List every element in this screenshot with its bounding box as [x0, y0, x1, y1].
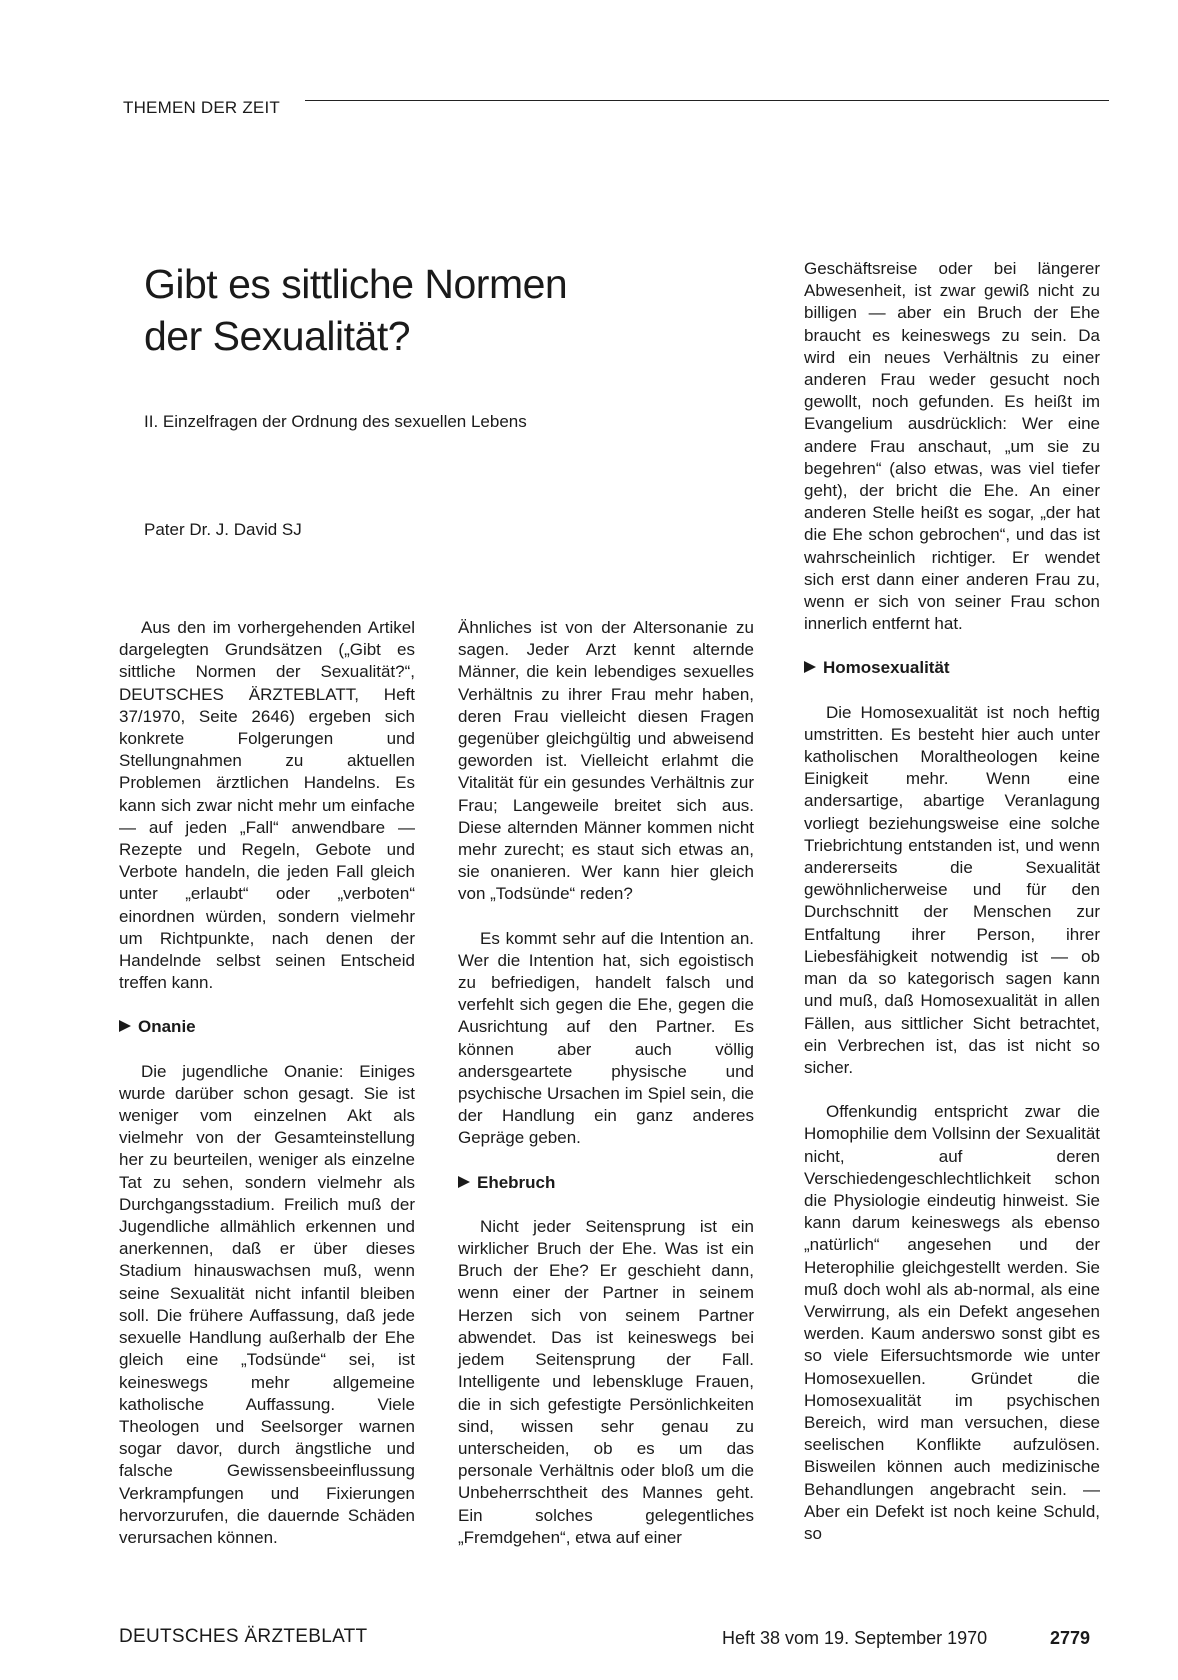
footer-journal: DEUTSCHES ÄRZTEBLATT — [119, 1626, 368, 1647]
paragraph: Es kommt sehr auf die Intention an. Wer die Intention hat, sich egoistisch zu befriedigen, handelt falsch und verfehlt sich gegen die Ehe, gegen die Ausrichtung auf den Partner. Es können aber auch völlig andersgeartete physische und psychische Ursachen im Spiel sein, die der Handlung ein ganz anderes Gepräge geben. — [458, 928, 754, 1148]
article-author: Pater Dr. J. David SJ — [144, 520, 302, 539]
footer-issue: Heft 38 vom 19. September 1970 — [722, 1628, 988, 1648]
section-heading-onanie — [119, 1016, 415, 1038]
article-subtitle: II. Einzelfragen der Ordnung des sexuellen Lebens — [144, 412, 527, 431]
text-column-3 — [804, 258, 1100, 1567]
paragraph: Die jugendliche Onanie: Einiges wurde darüber schon gesagt. Sie ist weniger vom einzelnen Akt als vielmehr von der Gesamteinstellung her zu beurteilen, weniger als einzelne Tat zu sehen, sondern vielmehr als Durchgangsstadium. Freilich muß der Jugendliche allmählich erkennen und anerkennen, daß er über dieses Stadium hinauswachsen muß, wenn seine Sexualität nicht infantil bleiben soll. Die frühere Auffassung, daß jede sexuelle Handlung außerhalb der Ehe gleich eine „Todsünde“ sei, ist keineswegs mehr allgemeine katholische Auffassung. Viele Theologen und Seelsorger warnen sogar davor, durch ängstliche und falsche Gewissensbeeinflussung Verkrampfungen und Fixierungen hervorzurufen, die dauernde Schäden verursachen können. — [119, 1061, 415, 1547]
text-column-1 — [119, 617, 415, 1571]
section-heading-label: Homosexualität — [823, 658, 950, 678]
paragraph: Offenkundig entspricht zwar die Homophilie dem Vollsinn der Sexualität nicht, auf deren Verschiedengeschlechtlichkeit schon die Physiologie eindeutig hinweist. Sie kann darum keineswegs als ebenso „natürlich“ angesehen und der Heterophilie gleichgestellt werden. Sie muß doch wohl als ab-normal, als eine Verwirrung, als ein Defekt angesehen werden. Kaum anderswo sonst gibt es so viele Eifersuchtsmorde wie unter Homosexuellen. Gründet die Homosexualität im psychischen Bereich, wird man versuchen, diese seelischen Konflikte aufzulösen. Bisweilen können auch medizinische Behandlungen angebracht sein. — Aber ein Defekt ist noch keine Schuld, so — [804, 1102, 1100, 1543]
paragraph: Die Homosexualität ist noch heftig umstritten. Es besteht hier auch unter katholischen Moraltheologen keine Einigkeit mehr. Wenn eine andersartige, abartige Veranlagung vorliegt beziehungsweise eine solche Triebrichtung entstanden ist, und wenn andererseits die Sexualität gewöhnlicherweise und für den Durchschnitt der Menschen zur Entfaltung ihrer Person, ihrer Liebesfähigkeit notwendig ist — ob man da so kategorisch sagen kann und muß, daß Homosexualität in allen Fällen, aus sittlicher Sicht betrachtet, ein Verbrechen ist, das ist nicht so sicher. — [804, 702, 1100, 1077]
article-title-line-2: der Sexualität? — [144, 313, 411, 359]
page-number: 2779 — [1050, 1628, 1091, 1648]
section-heading-label: Onanie — [138, 1017, 196, 1037]
triangle-bullet-icon — [458, 1176, 470, 1188]
section-heading-label: Ehebruch — [477, 1172, 556, 1192]
paragraph: Ähnliches ist von der Altersonanie zu sagen. Jeder Arzt kennt alternde Männer, die kein lebendiges sexuelles Verhältnis zu ihrer Frau mehr haben, deren Frau vielleicht diesen Fragen gegenüber gleichgültig und abweisend geworden ist. Vielleicht erlahmt die Vitalität für ein gesundes Verhältnis zur Frau; Langeweile breitet sich aus. Diese alternden Männer kommen nicht mehr zurecht; es staut sich etwas an, sie onanieren. Wer kann hier gleich von „Todsünde“ reden? — [458, 618, 754, 904]
section-heading-homosexualitaet — [804, 657, 1100, 679]
paragraph: Aus den im vorhergehenden Artikel dargelegten Grundsätzen („Gibt es sittliche Normen der Sexualität?“, DEUTSCHES ÄRZTEBLATT, Heft 37/1970, Seite 2646) ergeben sich konkrete Folgerungen und Stellungnahmen zu aktuellen Problemen ärztlichen Handelns. Es kann sich zwar nicht mehr um einfache — auf jeden „Fall“ anwendbare — Rezepte und Regeln, Gebote und Verbote handeln, die jeden Fall gleich unter „erlaubt“ oder „verboten“ einordnen würden, sondern vielmehr um Richtpunkte, nach denen der Handelnde selbst seinen Entscheid treffen kann. — [119, 618, 415, 993]
header-rule — [305, 100, 1109, 101]
article-title-line-1: Gibt es sittliche Normen — [144, 261, 568, 307]
section-heading-ehebruch — [458, 1172, 754, 1194]
paragraph: Geschäftsreise oder bei längerer Abwesenheit, ist zwar gewiß nicht zu billigen — aber ein Bruch der Ehe braucht es keineswegs zu sein. Da wird ein neues Verhältnis zu einer anderen Frau weder gesucht noch gewollt, noch gefunden. Es heißt im Evangelium ausdrücklich: Wer eine andere Frau anschaut, „um sie zu begehren“ (also etwas, was viel tiefer geht), der bricht die Ehe. An einer anderen Stelle heißt es sogar, „der hat die Ehe schon gebrochen“, und das ist wahrscheinlich richtiger. Er wendet sich erst dann einer anderen Frau zu, wenn er sich von seiner Frau schon innerlich entfernt hat. — [804, 259, 1100, 634]
text-column-2 — [458, 617, 754, 1571]
section-label: THEMEN DER ZEIT — [123, 98, 280, 117]
paragraph: Nicht jeder Seitensprung ist ein wirklicher Bruch der Ehe. Was ist ein Bruch der Ehe? Er geschieht dann, wenn einer der Partner in seinem Herzen sich von seinem Partner abwendet. Das ist keineswegs bei jedem Seitensprung der Fall. Intelligente und lebenskluge Frauen, die in sich gefestigte Persönlichkeiten sind, wissen sehr genau zu unterscheiden, ob es um das personale Verhältnis oder bloß um die Unbeherrschtheit des Mannes geht. Ein solches gelegentliches „Fremdgehen“, etwa auf einer — [458, 1216, 754, 1547]
triangle-bullet-icon — [119, 1020, 131, 1032]
article-title — [144, 258, 664, 362]
triangle-bullet-icon — [804, 661, 816, 673]
